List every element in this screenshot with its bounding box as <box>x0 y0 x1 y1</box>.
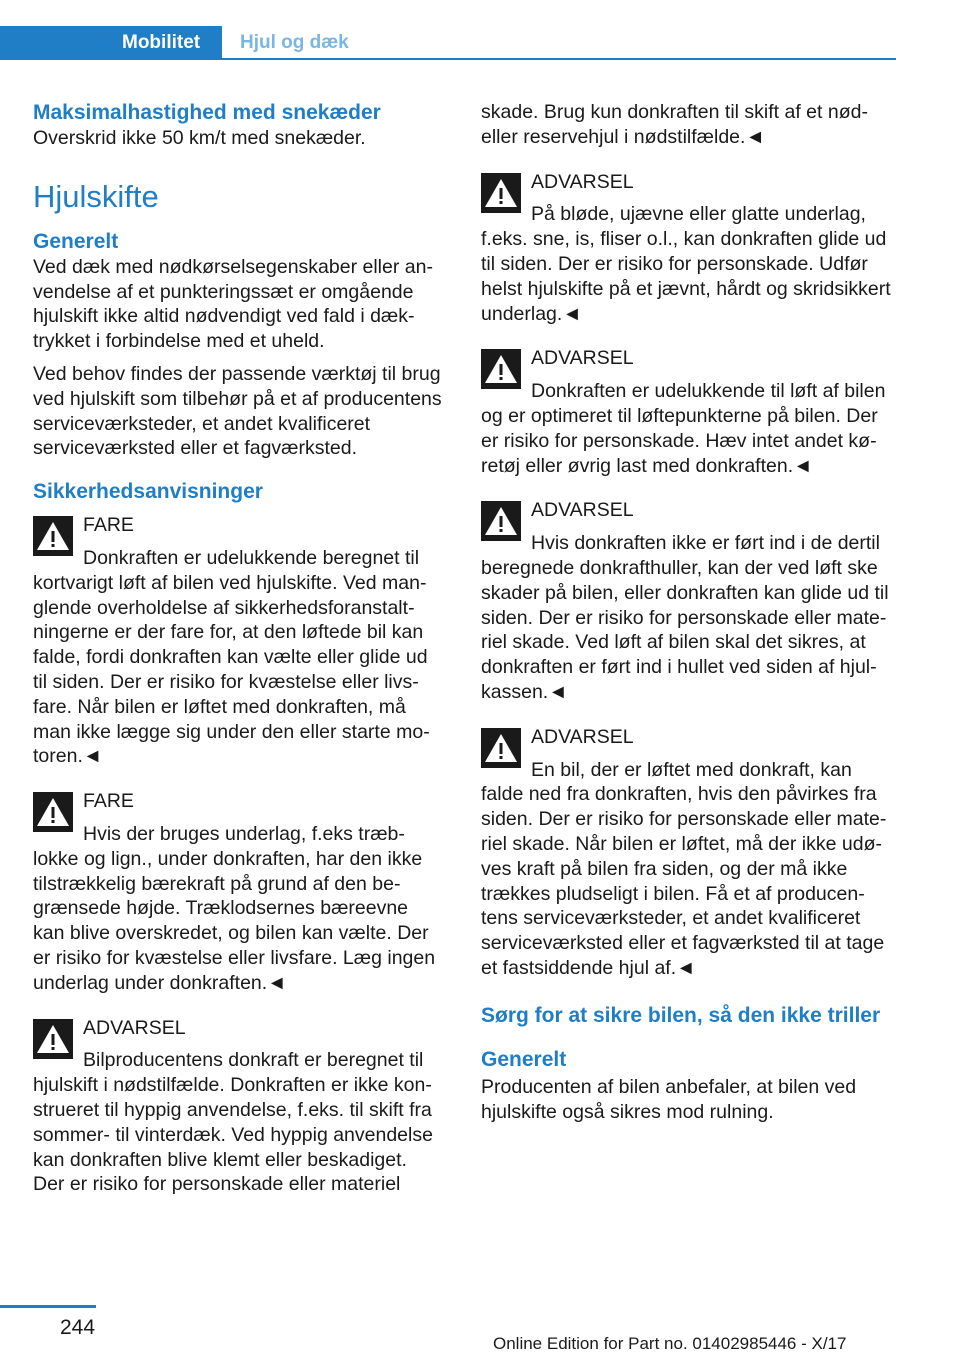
heading-safety: Sikkerhedsanvisninger <box>33 480 263 504</box>
warning-block-4 <box>481 170 891 327</box>
warning-title-5: ADVARSEL <box>531 347 634 370</box>
warning-text-6: Hvis donkraften ikke er ført ind i de dertil beregnede donkrafthuller, kan der ved løft ske skader på bilen, eller donkraften kan glide ud til siden. Der er risiko for personskade eller materiel skade. Ved løft af bilen skal det sikres, at donkraften er ført ind i hullet ved siden af hjulkassen.◄ <box>481 532 889 703</box>
warning-triangle-icon <box>481 173 521 213</box>
warning-block-2 <box>33 789 443 995</box>
warning-title-3: ADVARSEL <box>83 1016 186 1039</box>
warning-triangle-icon <box>481 728 521 768</box>
paragraph-general-2: Ved behov findes der passende værktøj til brug ved hjulskift som tilbehør på et af producentens serviceværksteder, et andet kvalificeret serviceværksted eller et fagværksted. <box>33 362 442 460</box>
warning-block-6 <box>481 498 891 704</box>
paragraph-general-1: Ved dæk med nødkørselsegenskaber eller anvendelse af et punkteringssæt er omgående hjulskift ikke altid nødvendigt ved fald i dæktrykket i forbindelse med et uheld. <box>33 255 433 353</box>
tab-mobilitet[interactable] <box>0 26 222 60</box>
warning-title-6: ADVARSEL <box>531 499 634 522</box>
tab-mobilitet-label: Mobilitet <box>122 32 201 53</box>
warning-title-1: FARE <box>83 514 134 537</box>
warning-text-7: En bil, der er løftet med donkraft, kan falde ned fra donkraften, hvis den påvirkes fra siden. Der er risiko for personskade eller materiel skade. Når bilen er løftet, må der ikke udøves kraft på bilen fra siden, og der må ikke trækkes pludseligt i bilen. Få et af producentens serviceværksteder, et andet kvalificeret serviceværksted eller et fagværksted til at tage et fastsiddende hjul af.◄ <box>481 758 887 979</box>
warning-block-1 <box>33 513 443 769</box>
heading-general: Generelt <box>33 229 119 253</box>
left-column <box>33 100 443 1217</box>
warning-block-7 <box>481 725 891 981</box>
warning-block-5 <box>481 346 891 478</box>
warning-triangle-icon <box>33 792 73 832</box>
paragraph-secure-car: Producenten af bilen anbefaler, at bilen ved hjulskifte også sikres mod rulning. <box>481 1075 857 1123</box>
heading-wheel-change: Hjulskifte <box>33 178 159 214</box>
heading-secure-car: Sørg for at sikre bilen, så den ikke triller <box>481 1003 881 1027</box>
warning-text-2: Hvis der bruges underlag, f.eks træblokke og lign., under donkraften, har den ikke tilstrækkelig bærekraft på grund af den begrænsede højde. Træklodsernes bæreevne kan blive overskredet, og bilen kan vælte. Der er risiko for kvæstelse eller livsfare. Læg ingen underlag under donkraften.◄ <box>33 822 436 994</box>
warning-triangle-icon <box>481 349 521 389</box>
heading-snow-chains: Maksimalhastighed med snekæder <box>33 101 381 124</box>
footer-edition: Online Edition for Part no. 01402985446 - X/17 <box>493 1334 847 1353</box>
warning-block-3 <box>33 1016 443 1198</box>
warning-text-4: På bløde, ujævne eller glatte underlag, f.eks. sne, is, fliser o.l., kan donkraften glide ud til siden. Der er risiko for personskade. Udfør helst hjulskifte på et jævnt, hårdt og skridsikkert underlag.◄ <box>481 203 891 325</box>
warning-title-2: FARE <box>83 790 134 813</box>
warning-text-3: Bilproducentens donkraft er beregnet til hjulskift i nødstilfælde. Donkraften er ikke konstrueret til hyppig anvendelse, f.eks. til skift fra sommer- til vinterdæk. Ved hyppig anvendelse kan donkraften blive klemt eller beskadiget. Der er risiko for personskade eller materiel <box>33 1049 433 1196</box>
paragraph-snow-chains: Overskrid ikke 50 km/t med snekæder. <box>33 127 366 149</box>
warning-title-7: ADVARSEL <box>531 725 634 748</box>
page-number: 244 <box>60 1316 96 1339</box>
heading-general-2: Generelt <box>481 1047 567 1071</box>
warning-title-4: ADVARSEL <box>531 170 634 193</box>
warning-triangle-icon <box>481 501 521 541</box>
warning-text-1: Donkraften er udelukkende beregnet til kortvarigt løft af bilen ved hjulskifte. Ved manglende overholdelse af sikkerhedsforanstaltningerne er der fare for, at den løftede bil kan falde, fordi donkraften kan vælte eller glide ud til siden. Der er risiko for kvæstelse eller livsfare. Når bilen er løftet med donkraften, må man ikke lægge sig under den eller starte motoren.◄ <box>33 546 430 768</box>
warning-triangle-icon <box>33 1019 73 1059</box>
paragraph-continued: skade. Brug kun donkraften til skift af et nødeller reservehjul i nødstilfælde.◄ <box>481 101 868 148</box>
header-tabbar <box>0 26 896 60</box>
warning-triangle-icon <box>33 516 73 556</box>
right-column <box>481 100 891 1132</box>
page-number-rule <box>0 1305 96 1308</box>
tab-hjul-og-daek[interactable]: Hjul og dæk <box>240 32 349 53</box>
warning-text-5: Donkraften er udelukkende til løft af bilen og er optimeret til løftepunkterne på bilen. Der er risiko for personskade. Hæv intet andet køretøj eller øvrig last med donkraften.◄ <box>481 380 886 477</box>
header-divider <box>0 58 896 60</box>
